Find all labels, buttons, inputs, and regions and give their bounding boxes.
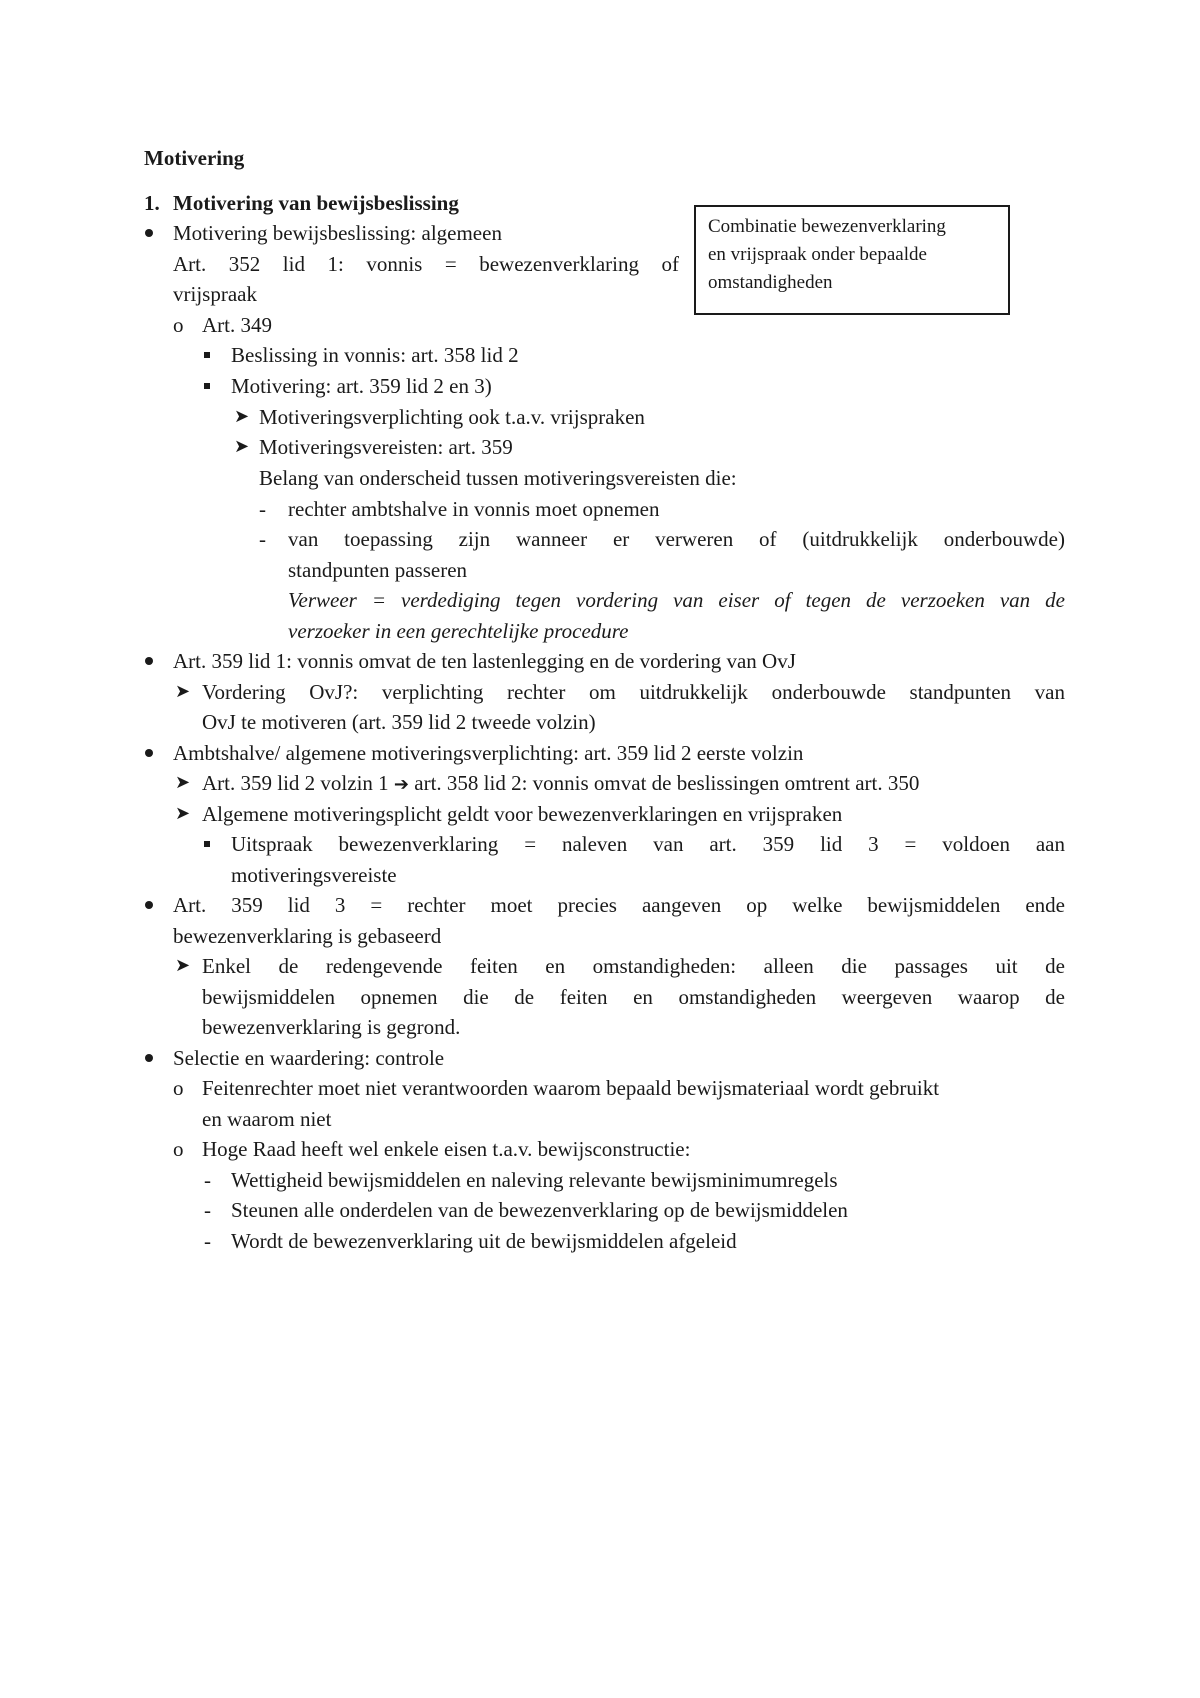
square-bullet-icon xyxy=(204,371,210,401)
list-item: Enkel de redengevende feiten en omstandigheden: alleen die passages uit de xyxy=(202,954,1065,978)
definition-text: verzoeker in een gerechtelijke procedure xyxy=(288,619,629,643)
arrowhead-icon: ➤ xyxy=(175,955,191,976)
note-box-line: en vrijspraak onder bepaalde xyxy=(708,244,927,265)
note-box-line: Combinatie bewezenverklaring xyxy=(708,216,946,237)
list-item: Hoge Raad heeft wel enkele eisen t.a.v. bewijsconstructie: xyxy=(202,1137,691,1161)
list-item-text: bewezenverklaring is gegrond. xyxy=(202,1015,461,1039)
circle-bullet: o xyxy=(173,313,184,337)
list-item-text: bewijsmiddelen opnemen die de feiten en omstandigheden weergeven waarop de xyxy=(202,985,1065,1009)
arrowhead-icon: ➤ xyxy=(234,406,250,427)
arrowhead-icon: ➤ xyxy=(175,772,191,793)
list-item-text: standpunten passeren xyxy=(288,558,468,582)
list-item: Art. 359 lid 3 = rechter moet precies aangeven op welke bewijsmiddelen ende xyxy=(173,893,1065,917)
dash-bullet: - xyxy=(204,1168,211,1192)
list-item-text: motiveringsvereiste xyxy=(231,863,397,887)
square-bullet-icon xyxy=(204,829,210,859)
list-item: Uitspraak bewezenverklaring = naleven van art. 359 lid 3 = voldoen aan xyxy=(231,832,1065,856)
arrowhead-icon: ➤ xyxy=(234,436,250,457)
bullet-icon xyxy=(145,890,153,920)
list-item-text: Belang van onderscheid tussen motiveringsvereisten die: xyxy=(259,466,737,490)
document-title: Motivering xyxy=(144,146,245,170)
list-item: Motivering bewijsbeslissing: algemeen xyxy=(173,221,502,245)
list-item-text: en waarom niet xyxy=(202,1107,332,1131)
list-item: Wordt de bewezenverklaring uit de bewijsmiddelen afgeleid xyxy=(231,1229,737,1253)
list-item: Ambtshalve/ algemene motiveringsverplichting: art. 359 lid 2 eerste volzin xyxy=(173,741,804,765)
list-item: Motivering: art. 359 lid 2 en 3) xyxy=(231,374,492,398)
note-box xyxy=(694,205,1010,315)
bullet-icon xyxy=(145,646,153,676)
list-item: Art. 359 lid 1: vonnis omvat de ten lastenlegging en de vordering van OvJ xyxy=(173,649,796,673)
note-box-line: omstandigheden xyxy=(708,272,833,293)
arrowhead-icon: ➤ xyxy=(175,803,191,824)
list-item-text: art. 358 lid 2: vonnis omvat de beslissingen omtrent art. 350 xyxy=(414,771,920,795)
list-item: Steunen alle onderdelen van de bewezenverklaring op de bewijsmiddelen xyxy=(231,1198,848,1222)
list-item-text: vrijspraak xyxy=(173,282,257,306)
dash-bullet: - xyxy=(204,1198,211,1222)
list-item-text: Art. 359 lid 2 volzin 1 xyxy=(202,771,389,795)
list-item: Art. 349 xyxy=(202,313,272,337)
dash-bullet: - xyxy=(259,497,266,521)
section-number: 1. xyxy=(144,191,160,215)
arrow-right-icon: ➔ xyxy=(393,774,409,795)
list-item: rechter ambtshalve in vonnis moet opnemen xyxy=(288,497,660,521)
list-item: Wettigheid bewijsmiddelen en naleving relevante bewijsminimumregels xyxy=(231,1168,838,1192)
circle-bullet: o xyxy=(173,1137,184,1161)
square-bullet-icon xyxy=(204,340,210,370)
bullet-icon xyxy=(145,738,153,768)
arrowhead-icon: ➤ xyxy=(175,681,191,702)
list-item-text: Art. 352 lid 1: vonnis = bewezenverklaring of xyxy=(173,252,679,276)
circle-bullet: o xyxy=(173,1076,184,1100)
list-item-text: bewezenverklaring is gebaseerd xyxy=(173,924,442,948)
section-heading: Motivering van bewijsbeslissing xyxy=(173,191,459,215)
dash-bullet: - xyxy=(259,527,266,551)
dash-bullet: - xyxy=(204,1229,211,1253)
list-item: Selectie en waardering: controle xyxy=(173,1046,445,1070)
list-item: Vordering OvJ?: verplichting rechter om uitdrukkelijk onderbouwde standpunten van xyxy=(202,680,1065,704)
definition-text: Verweer = verdediging tegen vordering van eiser of tegen de verzoeken van de xyxy=(288,588,1065,612)
list-item: Feitenrechter moet niet verantwoorden waarom bepaald bewijsmateriaal wordt gebruikt xyxy=(202,1076,940,1100)
list-item: van toepassing zijn wanneer er verweren of (uitdrukkelijk onderbouwde) xyxy=(288,527,1065,551)
list-item-text: OvJ te motiveren (art. 359 lid 2 tweede volzin) xyxy=(202,710,596,734)
list-item xyxy=(202,768,919,800)
list-item: Motiveringsvereisten: art. 359 xyxy=(259,435,513,459)
bullet-icon xyxy=(145,1043,153,1073)
bullet-icon xyxy=(145,218,153,248)
list-item: Beslissing in vonnis: art. 358 lid 2 xyxy=(231,343,519,367)
list-item: Algemene motiveringsplicht geldt voor bewezenverklaringen en vrijspraken xyxy=(202,802,843,826)
list-item: Motiveringsverplichting ook t.a.v. vrijspraken xyxy=(259,405,645,429)
